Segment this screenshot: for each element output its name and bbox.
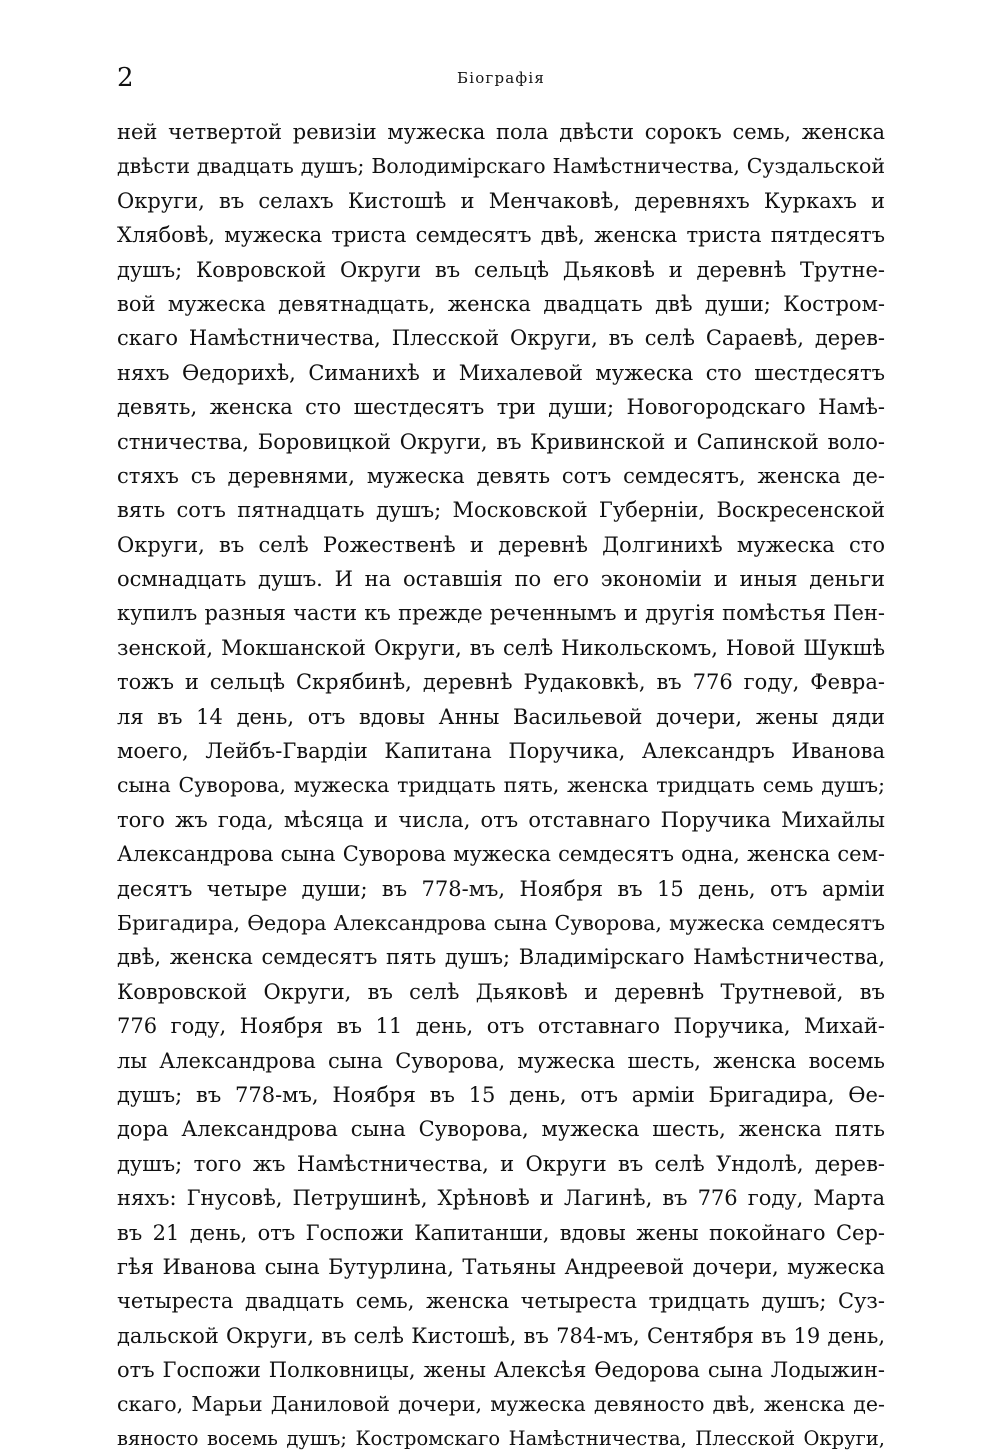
text-line: четыреста двадцать семь, женска четыреста тридцать душъ; Суз- — [117, 1289, 885, 1314]
text-line: Хлябовѣ, мужеска триста семдесятъ двѣ, женска триста пятдесятъ — [117, 223, 885, 248]
text-line: няхъ: Гнусовѣ, Петрушинѣ, Хрѣновѣ и Лагинѣ, въ 776 году, Марта — [117, 1186, 885, 1211]
text-line: дальской Округи, въ селѣ Кистошѣ, въ 784-мъ, Сентября въ 19 день, — [117, 1323, 885, 1348]
text-line: осмнадцать душъ. И на оставшія по его экономіи и иныя деньги — [117, 567, 885, 592]
text-line: того жъ года, мѣсяца и числа, отъ отставнаго Поручика Михайлы — [117, 807, 885, 832]
text-line: лы Александрова сына Суворова, мужеска шесть, женска восемь — [117, 1048, 885, 1073]
text-line: дора Александрова сына Суворова, мужеска шесть, женска пять — [117, 1117, 885, 1142]
text-line: душъ; Ковровской Округи въ сельцѣ Дьяковѣ и деревнѣ Трутне- — [117, 257, 885, 282]
text-line: моего, Лейбъ-Гвардіи Капитана Поручика, Александръ Иванова — [117, 739, 885, 764]
text-line: душъ; того жъ Намѣстничества, и Округи въ селѣ Ундолѣ, дерев- — [117, 1151, 885, 1176]
text-line: няхъ Ѳедорихѣ, Симанихѣ и Михалевой мужеска сто шестдесятъ — [117, 360, 885, 385]
text-line: скаго Намѣстничества, Плесской Округи, въ селѣ Сараевѣ, дерев- — [117, 326, 885, 351]
text-line: зенской, Мокшанской Округи, въ селѣ Никольскомъ, Новой Шукшѣ — [117, 635, 885, 660]
text-line: скаго, Марьи Даниловой дочери, мужеска девяносто двѣ, женска де- — [117, 1392, 885, 1417]
text-line: двѣсти двадцать душъ; Володимірскаго Намѣстничества, Суздальской — [117, 154, 885, 179]
text-line: десятъ четыре души; въ 778-мъ, Ноября въ 15 день, отъ арміи — [117, 876, 885, 901]
page-header — [117, 62, 885, 98]
text-line: Округи, въ селѣ Рожественѣ и деревнѣ Долгинихѣ мужеска сто — [117, 532, 885, 557]
running-title: Біографія — [456, 69, 546, 87]
text-line: гѣя Иванова сына Бутурлина, Татьяны Андреевой дочери, мужеска — [117, 1254, 885, 1279]
text-line: 776 году, Ноября въ 11 день, отъ отставнаго Поручика, Михай- — [117, 1014, 885, 1039]
text-line: ней четвертой ревизіи мужеска пола двѣсти сорокъ семь, женска — [117, 120, 885, 144]
text-line: стничества, Боровицкой Округи, въ Кривинской и Сапинской воло- — [117, 429, 885, 454]
text-line: вой мужеска девятнадцать, женска двадцать двѣ души; Костром- — [117, 291, 885, 316]
text-line: вять сотъ пятнадцать душъ; Московской Губерніи, Воскресенской — [117, 498, 885, 523]
text-line: купилъ разныя части къ прежде реченнымъ и другія помѣстья Пен- — [117, 601, 885, 626]
text-line: вяносто восемь душъ; Костромскаго Намѣстничества, Плесской Округи, — [117, 1426, 885, 1450]
text-line: двѣ, женска семдесятъ пять душъ; Владимірскаго Намѣстничества, — [117, 945, 885, 970]
text-line: Ковровской Округи, въ селѣ Дьяковѣ и деревнѣ Трутневой, въ — [117, 979, 885, 1004]
text-line: Александрова сына Суворова мужеска семдесятъ одна, женска сем- — [117, 842, 885, 867]
text-line: Округи, въ селахъ Кистошѣ и Менчаковѣ, деревняхъ Куркахъ и — [117, 188, 885, 213]
text-line: въ 21 день, отъ Госпожи Капитанши, вдовы жены покойнаго Сер- — [117, 1220, 885, 1245]
text-line: душъ; въ 778-мъ, Ноября въ 15 день, отъ арміи Бригадира, Ѳе- — [117, 1082, 885, 1107]
page-number: 2 — [117, 63, 134, 93]
text-line: девять, женска сто шестдесятъ три души; Новогородскаго Намѣ- — [117, 395, 885, 420]
text-line: ля въ 14 день, отъ вдовы Анны Васильевой дочери, жены дяди — [117, 704, 885, 729]
text-line: Бригадира, Ѳедора Александрова сына Суворова, мужеска семдесятъ — [117, 910, 885, 935]
text-line: тожъ и сельцѣ Скрябинѣ, деревнѣ Рудаковкѣ, въ 776 году, Февра- — [117, 670, 885, 695]
text-line: отъ Госпожи Полковницы, жены Алексѣя Ѳедорова сына Лодыжин- — [117, 1358, 885, 1383]
text-line: сына Суворова, мужеска тридцать пять, женска тридцать семь душъ; — [117, 773, 885, 798]
text-line: стяхъ съ деревнями, мужеска девять сотъ семдесятъ, женска де- — [117, 463, 885, 488]
body-text — [117, 115, 885, 1456]
